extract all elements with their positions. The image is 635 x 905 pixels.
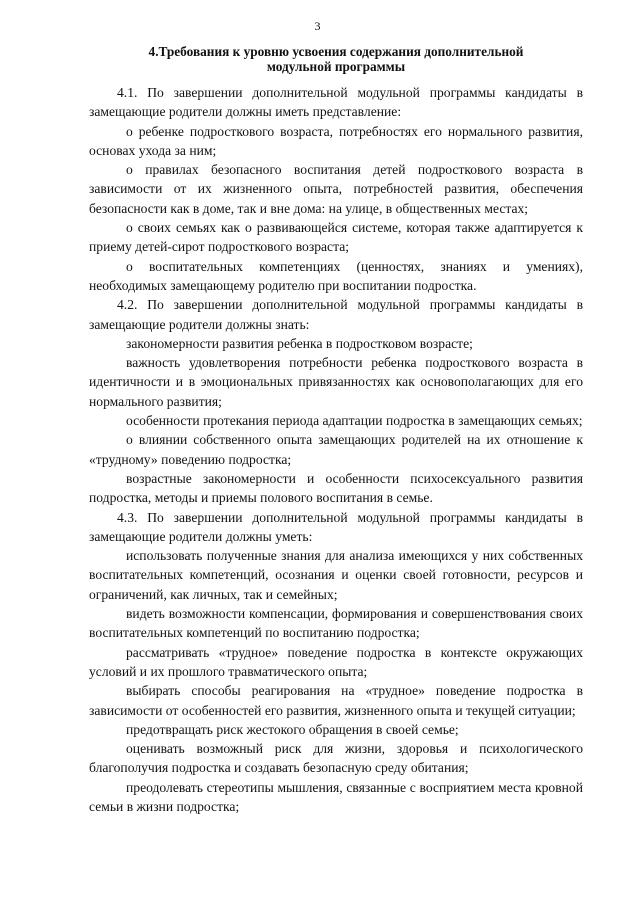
list-item: о своих семьях как о развивающейся системе, которая также адаптируется к приему детей-сирот подросткового возраста;: [89, 220, 583, 255]
list-item: закономерности развития ребенка в подростковом возрасте;: [126, 335, 473, 351]
list-item: особенности протекания периода адаптации подростка в замещающих семьях;: [126, 413, 583, 429]
list-item: о воспитательных компетенциях (ценностях, знаниях и умениях), необходимых замещающему родителю при воспитании подростка.: [89, 258, 583, 293]
page-number: 3: [314, 19, 321, 33]
list-item: важность удовлетворения потребности ребенка подросткового возраста в идентичности и в эмоциональных привязанностях как основополагающих для его нормального развития;: [89, 355, 583, 409]
section-title: [89, 44, 583, 74]
section-title-line-2: модульной программы: [266, 59, 406, 74]
paragraph-4-3: 4.3. По завершении дополнительной модульной программы кандидаты в замещающие родители должны уметь:: [89, 509, 583, 544]
paragraph-4-1: 4.1. По завершении дополнительной модульной программы кандидаты в замещающие родители должны иметь представление:: [89, 85, 583, 120]
list-item: преодолевать стереотипы мышления, связанные с восприятием места кровной семьи в жизни подростка;: [89, 779, 583, 814]
section-title-line-1: 4.Требования к уровню усвоения содержания дополнительной: [148, 44, 524, 59]
document-body: [89, 44, 583, 816]
list-item: предотвращать риск жестокого обращения в своей семье;: [126, 721, 459, 737]
list-item: о ребенке подросткового возраста, потребностях его нормального развития, основах ухода за ним;: [89, 123, 583, 158]
list-item: возрастные закономерности и особенности психосексуального развития подростка, методы и приемы полового воспитания в семье.: [89, 470, 583, 506]
list-item: о влиянии собственного опыта замещающих родителей на их отношение к «трудному» поведению подростка;: [89, 432, 583, 467]
list-item: оценивать возможный риск для жизни, здоровья и психологического благополучия подростка и создавать безопасную среду обитания;: [89, 741, 583, 776]
list-item: рассматривать «трудное» поведение подростка в контексте окружающих условий и их прошлого травматического опыта;: [89, 644, 583, 679]
paragraph-4-2: 4.2. По завершении дополнительной модульной программы кандидаты в замещающие родители должны знать:: [89, 297, 583, 332]
list-item: видеть возможности компенсации, формирования и совершенствования своих воспитательных компетенций по воспитанию подростка;: [89, 606, 583, 641]
list-item: о правилах безопасного воспитания детей подросткового возраста в зависимости от их жизненного опыта, потребностей развития, обеспечения безопасности как в доме, так и вне дома: на улице, в общественных местах;: [89, 162, 583, 216]
list-item: использовать полученные знания для анализа имеющихся у них собственных воспитательных компетенций, осознания и оценки своей готовности, ресурсов и ограничений, как личных, так и семейных;: [89, 548, 583, 602]
list-item: выбирать способы реагирования на «трудное» поведение подростка в зависимости от особенностей его развития, жизненного опыта и текущей ситуации;: [89, 683, 583, 718]
